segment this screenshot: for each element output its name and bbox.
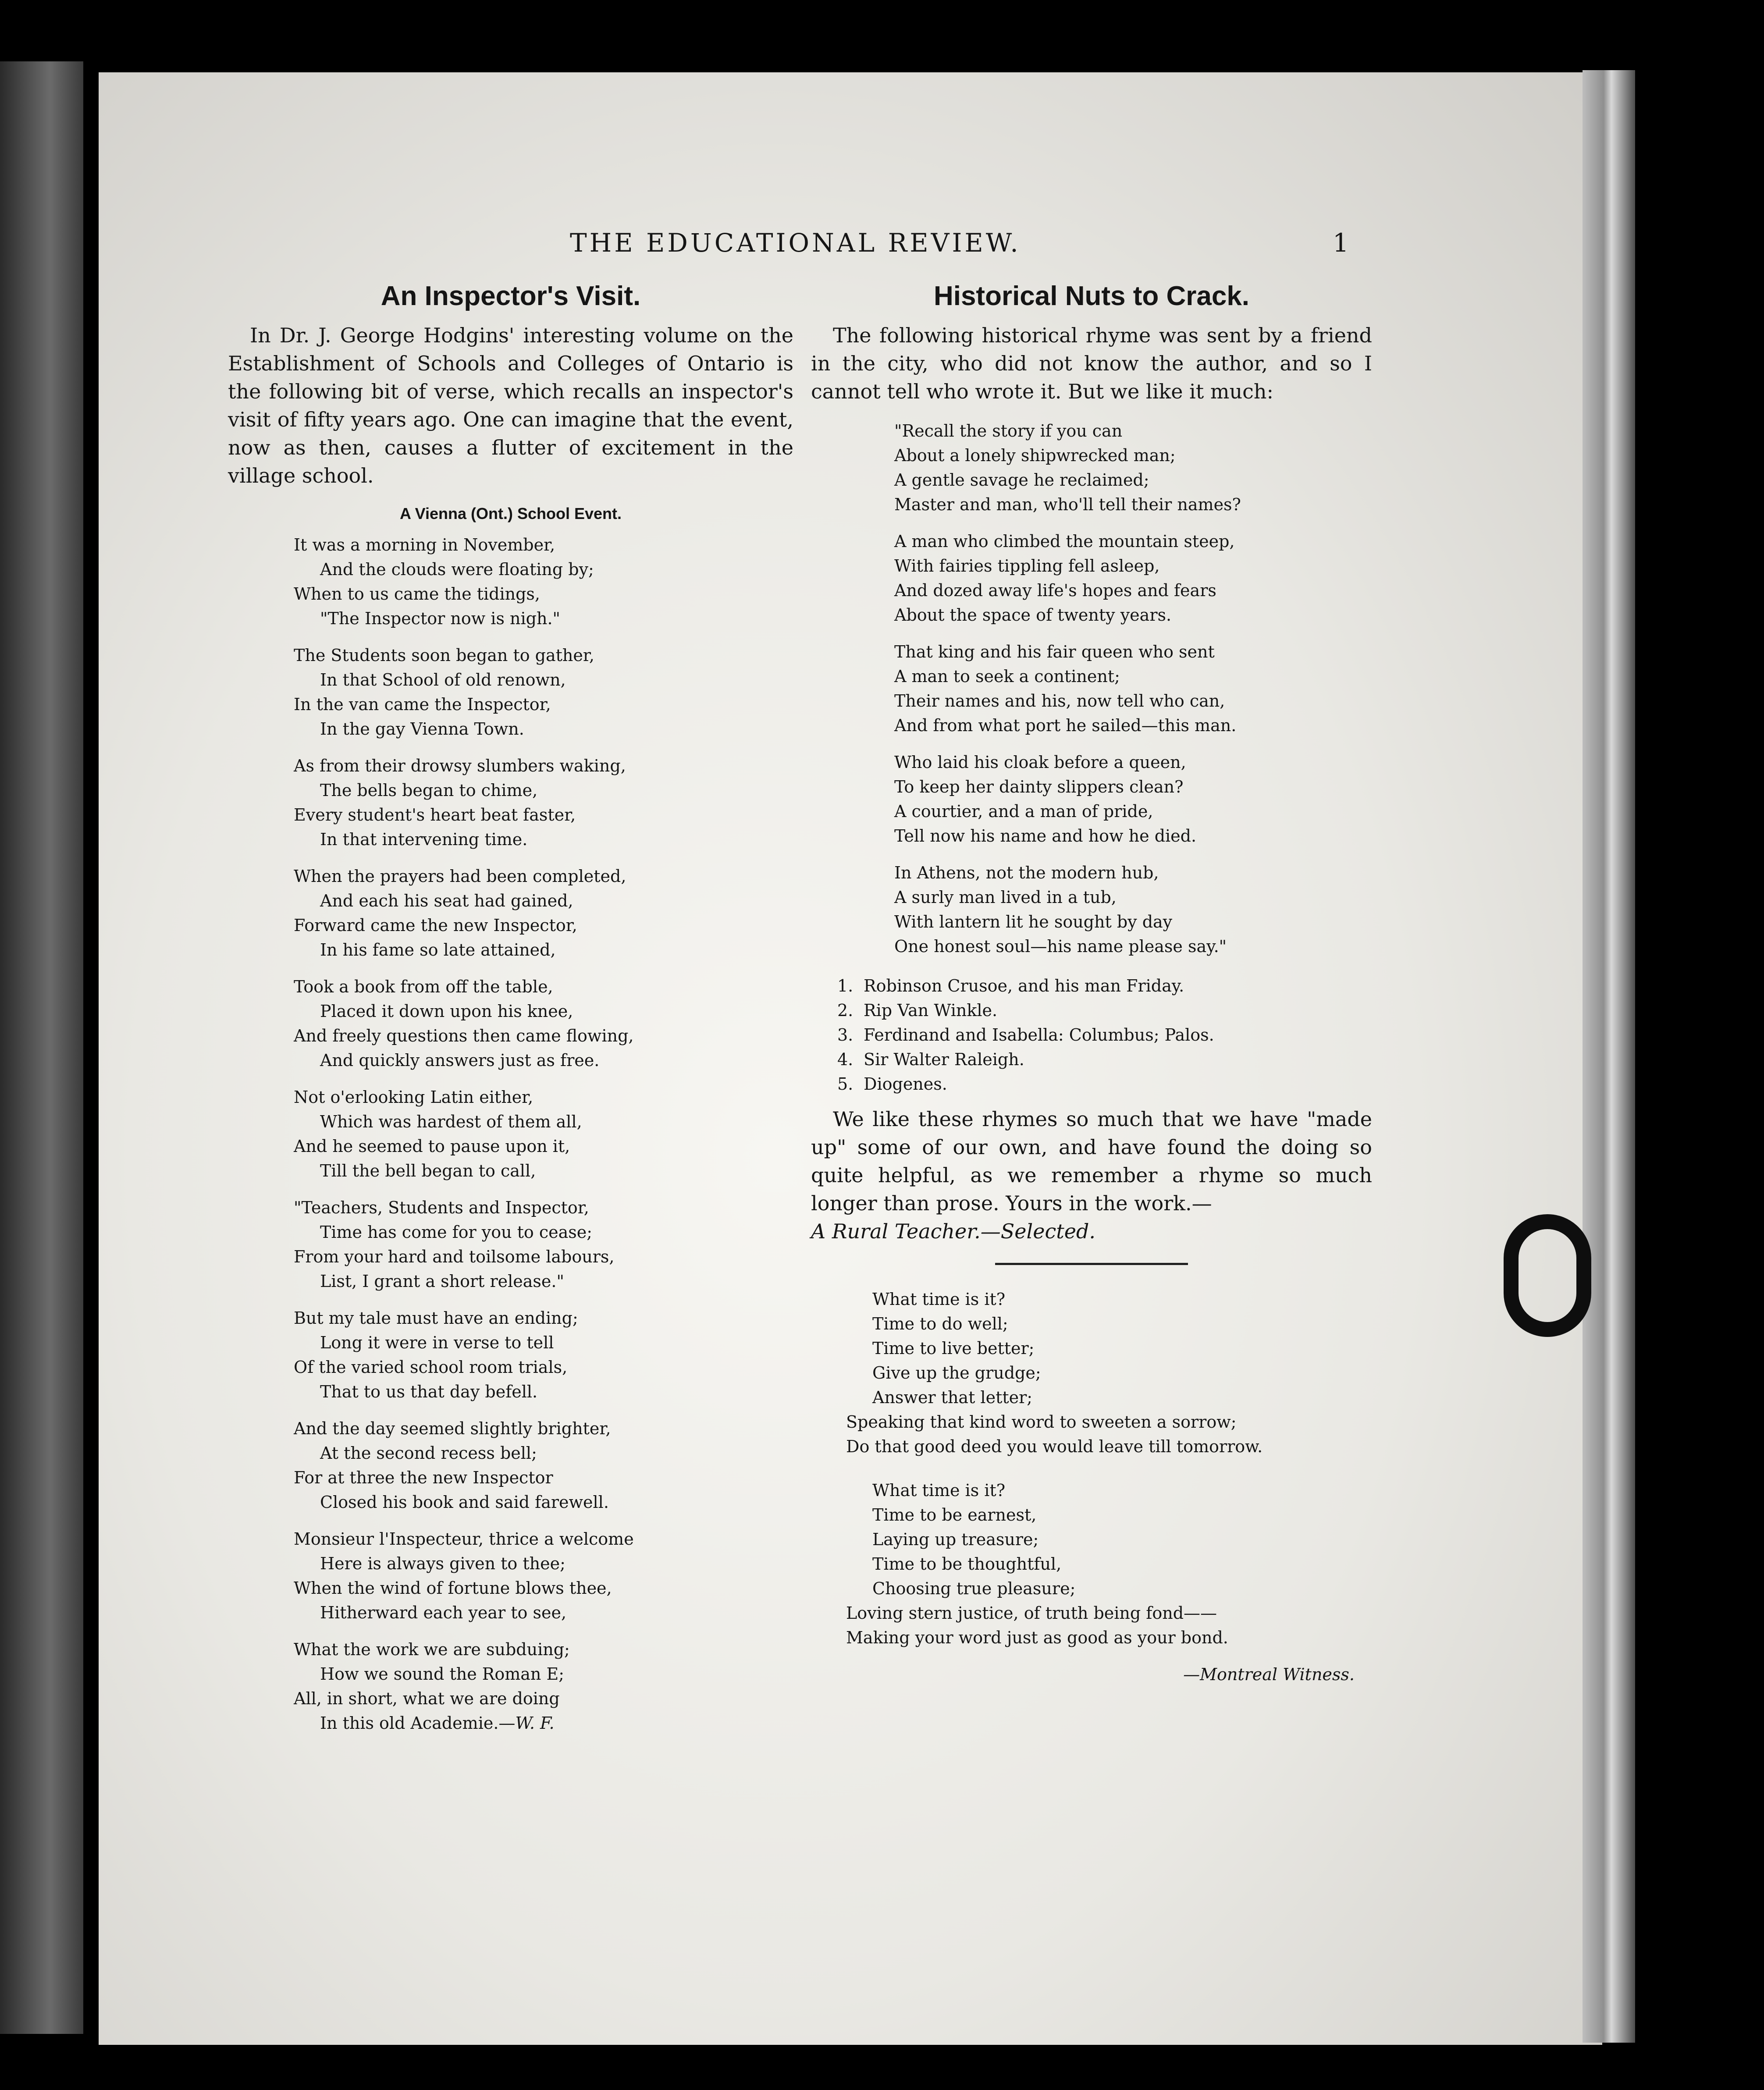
poem-line: The bells began to chime, [320,781,538,800]
poem-line: And from what port he sailed—this man. [894,716,1237,735]
poem-line: All, in short, what we are doing [294,1689,560,1708]
credit-line: A Rural Teacher.—Selected. [811,1219,1095,1243]
answer-item [837,974,1372,998]
poem-line: And the day seemed slightly brighter, [294,1419,611,1438]
answer-text: Diogenes. [864,1074,947,1094]
poem-line: As from their drowsy slumbers waking, [294,756,626,775]
answer-item [837,1047,1372,1072]
poem-line: At the second recess bell; [320,1443,537,1463]
poem-line: That to us that day befell. [320,1382,538,1401]
poem-line: And dozed away life's hopes and fears [894,581,1216,600]
poem-line: What time is it? [872,1481,1006,1500]
poem-line: A gentle savage he reclaimed; [894,470,1149,490]
poem-line: A surly man lived in a tub, [894,888,1117,907]
poem-line: In that intervening time. [320,830,528,849]
stanza [894,529,1372,627]
poem-signature: W. F. [515,1713,555,1733]
poem-line: A man who climbed the mountain steep, [894,532,1235,551]
stanza [894,640,1372,738]
poem-line: Monsieur l'Inspecteur, thrice a welcome [294,1529,634,1549]
stanza [294,1306,793,1404]
poem-line: Time to live better; [872,1339,1035,1358]
poem-line: Who laid his cloak before a queen, [894,753,1186,772]
poem-line: In that School of old renown, [320,670,566,690]
poem-line: Hitherward each year to see, [320,1603,567,1622]
poem-line: With fairies tippling fell asleep, [894,556,1160,576]
poem-line: For at three the new Inspector [294,1468,553,1487]
poem-vienna-school-event [294,533,793,1735]
poem-line: In Athens, not the modern hub, [894,863,1159,882]
poem-line: Tell now his name and how he died. [894,826,1197,846]
poem-line: Time to be thoughtful, [872,1554,1062,1574]
poem-line: "Recall the story if you can [894,421,1123,441]
poem-line: "Teachers, Students and Inspector, [294,1198,589,1217]
poem-line-with-signature [294,1711,793,1735]
poem-line: Speaking that kind word to sweeten a sorrow; [846,1412,1237,1432]
answer-number: 4. [837,1050,854,1069]
poem-line: Forward came the new Inspector, [294,916,577,935]
poem-line: Give up the grudge; [872,1363,1041,1383]
poem-what-time-is-it [846,1287,1372,1687]
poem-line: Which was hardest of them all, [320,1112,582,1131]
poem-line: What the work we are subduing; [294,1640,570,1659]
article-intro: In Dr. J. George Hodgins' interesting volume on the Establishment of Schools and Colleges of Ontario is the following bit of verse, which recalls an inspector's visit of fifty years ago. One can imagine that the event, now as then, causes a flutter of excitement in the village school. [228,323,793,487]
historical-rhyme [894,419,1372,959]
poem-line: Till the bell began to call, [320,1161,536,1180]
poem-line: A man to seek a continent; [894,667,1120,686]
stanza [294,1085,793,1183]
poem-line: Not o'erlooking Latin either, [294,1088,533,1107]
poem-line: A courtier, and a man of pride, [894,802,1153,821]
poem-line: When the wind of fortune blows thee, [294,1578,612,1598]
poem-title: A Vienna (Ont.) School Event. [399,505,622,522]
poem-line: Answer that letter; [872,1388,1033,1407]
poem-line: But my tale must have an ending; [294,1308,578,1328]
poem-line: Master and man, who'll tell their names? [894,495,1241,514]
poem-line: Choosing true pleasure; [872,1579,1076,1598]
poem-line: Their names and his, now tell who can, [894,691,1225,711]
poem-line: In his fame so late attained, [320,940,556,960]
answer-text: Ferdinand and Isabella: Columbus; Palos. [864,1025,1214,1045]
answer-number: 1. [837,976,854,995]
stanza [894,860,1372,959]
poem-line: About the space of twenty years. [894,605,1172,625]
poem-line: Laying up treasure; [872,1530,1039,1549]
answer-number: 5. [837,1074,854,1094]
stanza [294,1416,793,1514]
poem-line: And each his seat had gained, [320,891,573,910]
left-column [228,281,793,1748]
answer-number: 2. [837,1001,854,1020]
poem-line: Time to do well; [872,1314,1008,1333]
time-poem-stanza [846,1287,1372,1459]
answer-text: Robinson Crusoe, and his man Friday. [864,976,1184,995]
poem-line: Every student's heart beat faster, [294,805,576,825]
poem-line: Do that good deed you would leave till tomorrow. [846,1437,1263,1456]
answer-text: Sir Walter Raleigh. [864,1050,1024,1069]
poem-line: Placed it down upon his knee, [320,1002,573,1021]
closing-paragraph [811,1105,1372,1245]
answer-item [837,1023,1372,1047]
stanza [294,533,793,631]
poem-line: About a lonely shipwrecked man; [894,446,1176,465]
poem-line: From your hard and toilsome labours, [294,1247,615,1266]
stanza [294,643,793,741]
page-number: 1 [1333,228,1349,258]
article-title-inspectors-visit: An Inspector's Visit. [381,281,641,311]
book-binding-edge [1583,70,1635,2043]
poem-line: It was a morning in November, [294,535,555,554]
poem-line: "The Inspector now is nigh." [320,609,561,628]
poem-line: With lantern lit he sought by day [894,912,1173,931]
poem-line: When the prayers had been completed, [294,867,626,886]
closing-text: We like these rhymes so much that we have "made up" some of our own, and have found the doing so quite helpful, as we remember a rhyme so much longer than prose. Yours in the work.— [811,1107,1372,1215]
answer-text: Rip Van Winkle. [864,1001,998,1020]
poem-line: The Students soon began to gather, [294,646,594,665]
poem-line: That king and his fair queen who sent [894,642,1215,661]
right-column [811,281,1372,1687]
poem-line: Here is always given to thee; [320,1554,565,1573]
stanza [894,750,1372,848]
article-intro: The following historical rhyme was sent by a friend in the city, who did not know the author, and so I cannot tell who wrote it. But we like it much: [811,323,1372,403]
poem-line: How we sound the Roman E; [320,1664,565,1684]
source-attribution: —Montreal Witness. [1183,1665,1355,1684]
answer-item [837,998,1372,1023]
poem-line: In the gay Vienna Town. [320,719,524,739]
poem-line: Time to be earnest, [872,1505,1037,1525]
running-title: THE EDUCATIONAL REVIEW. [570,228,1021,258]
binder-clip [1504,1214,1591,1337]
answer-item [837,1072,1372,1096]
poem-line: What time is it? [872,1290,1006,1309]
poem-line: One honest soul—his name please say." [894,937,1227,956]
previous-page-edge [0,61,83,2034]
time-poem-stanza [846,1478,1372,1650]
poem-line: Of the varied school room trials, [294,1358,568,1377]
poem-line: In the van came the Inspector, [294,695,551,714]
poem-line: In this old Academie.— [320,1713,516,1733]
answer-list [837,974,1372,1096]
poem-line: And freely questions then came flowing, [294,1026,634,1045]
poem-line: Time has come for you to cease; [320,1223,593,1242]
stanza [294,1637,793,1735]
poem-line: And he seemed to pause upon it, [294,1137,570,1156]
stanza [294,974,793,1073]
stanza [294,864,793,962]
poem-line: List, I grant a short release." [320,1272,564,1291]
poem-line: And the clouds were floating by; [320,560,594,579]
poem-line: Closed his book and said farewell. [320,1493,609,1512]
stanza [294,754,793,852]
poem-line: Making your word just as good as your bond. [846,1628,1228,1647]
poem-line: To keep her dainty slippers clean? [894,777,1184,796]
stanza [294,1195,793,1294]
poem-line: Long it were in verse to tell [320,1333,554,1352]
poem-line: When to us came the tidings, [294,584,540,604]
article-title-historical-nuts: Historical Nuts to Crack. [933,281,1250,311]
poem-line: Loving stern justice, of truth being fond—— [846,1603,1217,1623]
poem-line: Took a book from off the table, [294,977,553,996]
stanza [894,419,1372,517]
stanza [294,1527,793,1625]
answer-number: 3. [837,1025,854,1045]
section-divider [995,1263,1188,1265]
poem-line: And quickly answers just as free. [320,1051,600,1070]
